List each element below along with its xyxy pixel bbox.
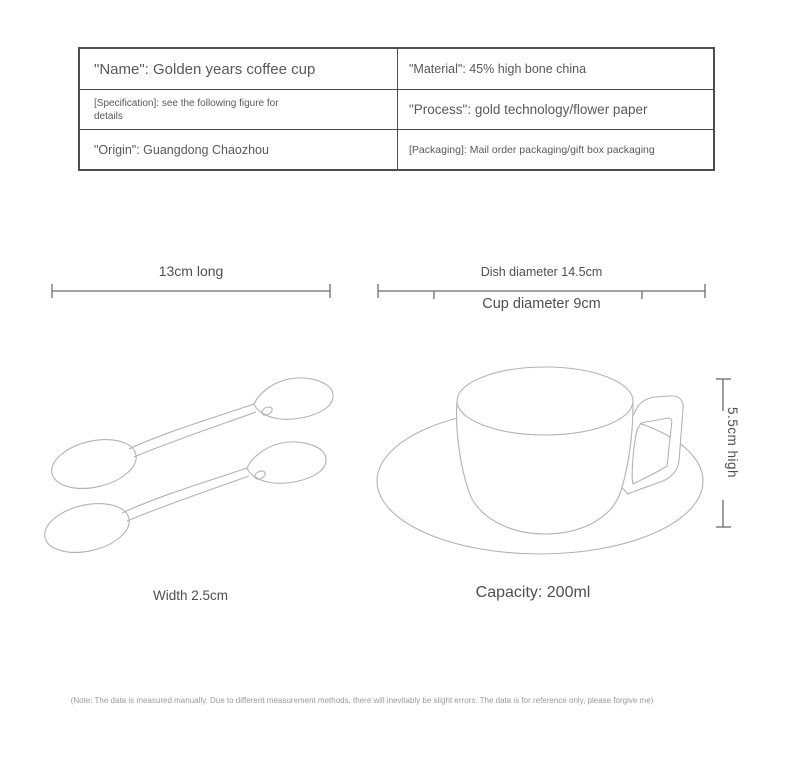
capacity-label: Capacity: 200ml bbox=[475, 584, 591, 601]
spec-name-text: "Name": Golden years coffee cup bbox=[94, 60, 316, 78]
spoon-length-dimension-line bbox=[52, 284, 330, 298]
cup-height-label: 5.5cm high bbox=[725, 407, 740, 479]
cup-rim-outline bbox=[457, 367, 633, 435]
measurement-note: (Note: The data is measured manually. Due to different measurement methods, there will inevitably be slight errors. The data is for reference only, please forgive me) bbox=[70, 696, 654, 705]
spoons-drawing bbox=[40, 378, 333, 560]
spoon-length-label: 13cm long bbox=[158, 263, 224, 279]
spec-origin-text: "Origin": Guangdong Chaozhou bbox=[94, 142, 269, 157]
spec-specification-text: [Specification]: see the following figure for details bbox=[94, 97, 279, 122]
dish-diameter-label: Dish diameter 14.5cm bbox=[480, 265, 603, 279]
spec-packaging-text: [Packaging]: Mail order packaging/gift box packaging bbox=[409, 143, 655, 156]
spoon-width-label: Width 2.5cm bbox=[152, 588, 229, 603]
spec-material-text: "Material": 45% high bone china bbox=[409, 62, 587, 76]
cup-saucer-drawing bbox=[377, 367, 703, 554]
spec-process-text: "Process": gold technology/flower paper bbox=[409, 102, 648, 117]
cup-diameter-label: Cup diameter 9cm bbox=[482, 296, 601, 312]
